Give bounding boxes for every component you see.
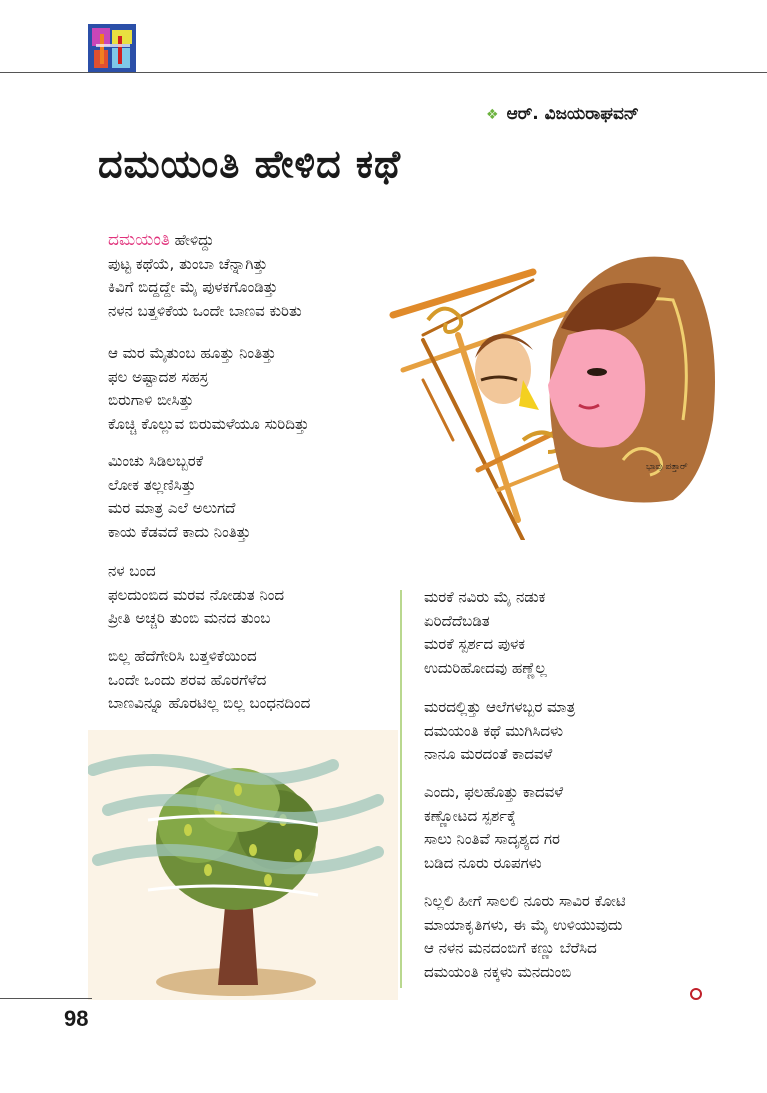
- poem-line: ಕಾಯ ಕೆಡವದೆ ಕಾದು ನಿಂತಿತ್ತು: [108, 522, 251, 541]
- poem-line: ಕಿವಿಗೆ ಬಿದ್ದದ್ದೇ ಮೈ ಪುಳಕಗೊಂಡಿತ್ತು: [108, 278, 278, 296]
- illustrator-credit: ಭಾವು ಪತ್ತಾರ್: [646, 462, 688, 472]
- poem-line: ನಾನೂ ಮರದಂತೆ ಕಾದವಳೆ: [424, 745, 553, 763]
- stanza-7: [424, 696, 575, 767]
- poem-line: ಫಲ ಅಷ್ಟಾದಶ ಸಹಸ್ರ: [108, 367, 209, 386]
- stanza-8: [424, 781, 563, 875]
- poem-line: ಬಿರುಗಾಳಿ ಬೀಸಿತ್ತು: [108, 391, 194, 409]
- poem-line: ಪುಟ್ಟ ಕಥೆಯೆ, ತುಂಬಾ ಚೆನ್ನಾಗಿತ್ತು: [108, 254, 268, 273]
- stanza-5: [108, 645, 310, 716]
- poem-line: ದಮಯಂತಿ ನಕ್ಕಳು ಮನದುಂಬಿ: [424, 962, 572, 981]
- magazine-logo-icon: [88, 24, 136, 72]
- poem-title: ದಮಯಂತಿ ಹೇಳಿದ ಕಥೆ: [98, 142, 402, 186]
- poem-line: [108, 229, 302, 253]
- poem-line: ಎಂದು, ಫಲಹೊತ್ತು ಕಾದವಳೆ: [424, 783, 564, 801]
- poem-line: ಮಾಯಾಕೃತಿಗಳು, ಈ ಮೈ ಉಳಿಯುವುದು: [424, 915, 623, 934]
- poem-line: ನಿಲ್ಲಲಿ ಹೀಗೆ ಸಾಲಲಿ ನೂರು ಸಾವಿರ ಕೋಟಿ: [424, 892, 626, 910]
- poem-line: ಬಿಲ್ಲ ಹೆದೆಗೇರಿಸಿ ಬತ್ತಳಿಕೆಯಿಂದ: [108, 647, 257, 665]
- poem-line: ದಮಯಂತಿ ಕಥೆ ಮುಗಿಸಿದಳು: [424, 721, 564, 740]
- poem-line: ಆ ಮರ ಮೈತುಂಬ ಹೂತ್ತು ನಿಂತಿತ್ತು: [108, 344, 277, 362]
- poem-line: ಬಡಿದ ನೂರು ರೂಪಗಳು: [424, 853, 542, 872]
- stanza-9: [424, 890, 626, 984]
- poem-line: ಒಂದೇ ಒಂದು ಶರವ ಹೊರಗೆಳೆದ: [108, 670, 267, 689]
- column-divider: [400, 590, 402, 988]
- author-byline: [486, 104, 639, 124]
- poem-line: ಕಣ್ಣೋಟದ ಸ್ಪರ್ಶಕ್ಕೆ: [424, 806, 516, 825]
- diamond-bullet-icon: ❖: [486, 107, 499, 123]
- poem-line: ಕೊಚ್ಚಿ ಕೊಲ್ಲುವ ಬಿರುಮಳೆಯೂ ಸುರಿದಿತ್ತು: [108, 414, 309, 433]
- footer-rule: [0, 998, 92, 999]
- poem-line: ನಳನ ಬತ್ತಳಿಕೆಯ ಒಂದೇ ಬಾಣವ ಕುರಿತು: [108, 301, 302, 320]
- poem-line: ಫಲದುಂಬಿದ ಮರವ ನೋಡುತ ನಿಂದ: [108, 585, 285, 604]
- poem-line: ಸಾಲು ನಿಂತಿವೆ ಸಾದೃಶ್ಯದ ಗರ: [424, 830, 560, 848]
- damayanti-nala-illustration: [383, 240, 723, 540]
- poem-line: ಉದುರಿಹೋದವು ಹಣ್ಣೆಲ್ಲ: [424, 658, 547, 677]
- poem-line: ಮರಕೆ ನವಿರು ಮೈ ನಡುಕ: [424, 588, 546, 606]
- tree-illustration: [88, 730, 398, 1000]
- stanza-4: [108, 560, 284, 631]
- header-rule: [0, 72, 767, 73]
- poem-first-word: ದಮಯಂತಿ: [108, 230, 170, 250]
- poem-line: ಮಿಂಚು ಸಿಡಿಲಬ್ಬರಕೆ: [108, 452, 204, 470]
- poem-line: ನಳ ಬಂದ: [108, 562, 156, 580]
- poem-line: ಏರಿದೆದೆಬಡಿತ: [424, 611, 490, 630]
- stanza-3: [108, 450, 251, 544]
- stanza-1: [108, 229, 302, 323]
- poem-line: ಬಾಣವಿನ್ನೂ ಹೊರಟಿಲ್ಲ ಬಿಲ್ಲ ಬಂಧನದಿಂದ: [108, 694, 311, 712]
- poem-line: ಮರ ಮಾತ್ರ ಎಲೆ ಅಲುಗದೆ: [108, 499, 236, 517]
- end-mark-icon: [690, 988, 702, 1000]
- page-number: 98: [64, 1006, 89, 1031]
- author-name: ಆರ್. ವಿಜಯರಾಘವನ್: [506, 104, 639, 124]
- poem-line: ಮರದಲ್ಲಿತ್ತು ಆಲೆಗಳಬ್ಬರ ಮಾತ್ರ: [424, 698, 576, 716]
- poem-line: ಲೋಕ ತಲ್ಲಣಿಸಿತ್ತು: [108, 475, 196, 494]
- poem-line-text: ಹೇಳಿದ್ದು: [169, 231, 214, 249]
- poem-line: ಪ್ರೀತಿ ಅಚ್ಚರಿ ತುಂಬಿ ಮನದ ತುಂಬ: [108, 609, 271, 627]
- poem-line: ಆ ನಳನ ಮನದಂಬಿಗೆ ಕಣ್ಣು ಬೆರೆಸಿದ: [424, 939, 597, 957]
- poem-line: ಮರಕೆ ಸ್ಪರ್ಶದ ಪುಳಕ: [424, 635, 525, 653]
- stanza-2: [108, 342, 309, 436]
- stanza-6: [424, 586, 547, 680]
